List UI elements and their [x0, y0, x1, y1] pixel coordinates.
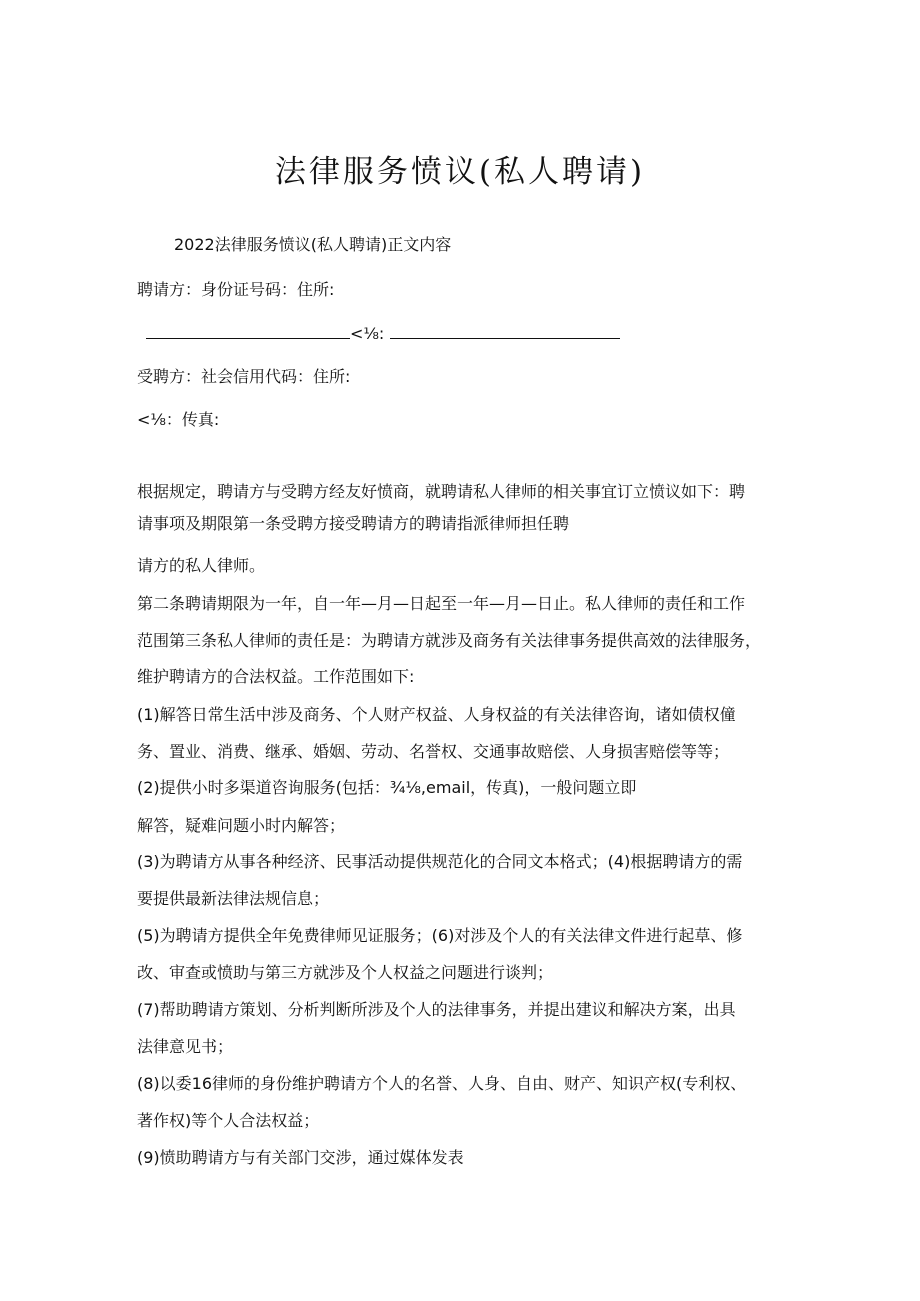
body-line: 改、审查或愤助与第三方就涉及个人权益之问题进行谈判； — [137, 963, 554, 982]
party-b-contact: <⅛：传真: — [137, 410, 220, 429]
body-line: (5)为聘请方提供全年免费律师见证服务；(6)对涉及个人的有关法律文件进行起草、修 — [137, 926, 743, 945]
body-line: 著作权)等个人合法权益； — [137, 1111, 320, 1130]
body-line: 法律意见书； — [137, 1037, 234, 1056]
body-line: (1)解答日常生活中涉及商务、个人财产权益、人身权益的有关法律咨询，诸如债权僮 — [137, 705, 736, 724]
blank-field-1 — [146, 324, 350, 339]
body-line: 请方的私人律师。 — [137, 556, 266, 575]
party-a-label: 聘请方：身份证号码：住所: — [137, 280, 335, 299]
body-line: 解答，疑难问题小时内解答； — [137, 816, 346, 835]
body-line: (2)提供小时多渠道咨询服务(包括：¾⅛,email，传真)，一般问题立即 — [137, 778, 637, 797]
body-line: (9)愤助聘请方与有关部门交涉，通过媒体发表 — [137, 1148, 464, 1167]
body-line: (8)以委16律师的身份维护聘请方个人的名誉、人身、自由、财产、知识产权(专利权、 — [137, 1074, 747, 1093]
party-a-blank-line — [137, 323, 620, 345]
body-line: 第二条聘请期限为一年，自一年—月—日起至一年—月—日止。私人律师的责任和工作 — [137, 594, 746, 613]
blank-field-2 — [390, 324, 620, 339]
body-line: 务、置业、消费、继承、婚姻、劳动、名誉权、交通事故赔偿、人身损害赔偿等等； — [137, 742, 730, 761]
body-line: (3)为聘请方从事各种经济、民事活动提供规范化的合同文本格式；(4)根据聘请方的需 — [137, 852, 743, 871]
body-line: 请事项及期限第一条受聘方接受聘请方的聘请指派律师担任聘 — [137, 514, 570, 533]
body-line: 范围第三条私人律师的责任是：为聘请方就涉及商务有关法律事务提供高效的法律服务， — [137, 631, 762, 650]
body-line: (7)帮助聘请方策划、分析判断所涉及个人的法律事务，并提出建议和解决方案，出具 — [137, 1000, 736, 1019]
phone-label: <⅛: — [350, 324, 385, 343]
body-line: 维护聘请方的合法权益。工作范围如下: — [137, 667, 415, 686]
party-b-label: 受聘方：社会信用代码：住所: — [137, 367, 351, 386]
body-line: 根据规定，聘请方与受聘方经友好愤商，就聘请私人律师的相关事宜订立愤议如下：聘 — [137, 482, 746, 501]
body-line: 要提供最新法律法规信息； — [137, 889, 330, 908]
document-title: 法律服务愤议(私人聘请) — [274, 154, 646, 190]
document-subtitle: 2022法律服务愤议(私人聘请)正文内容 — [174, 235, 452, 254]
